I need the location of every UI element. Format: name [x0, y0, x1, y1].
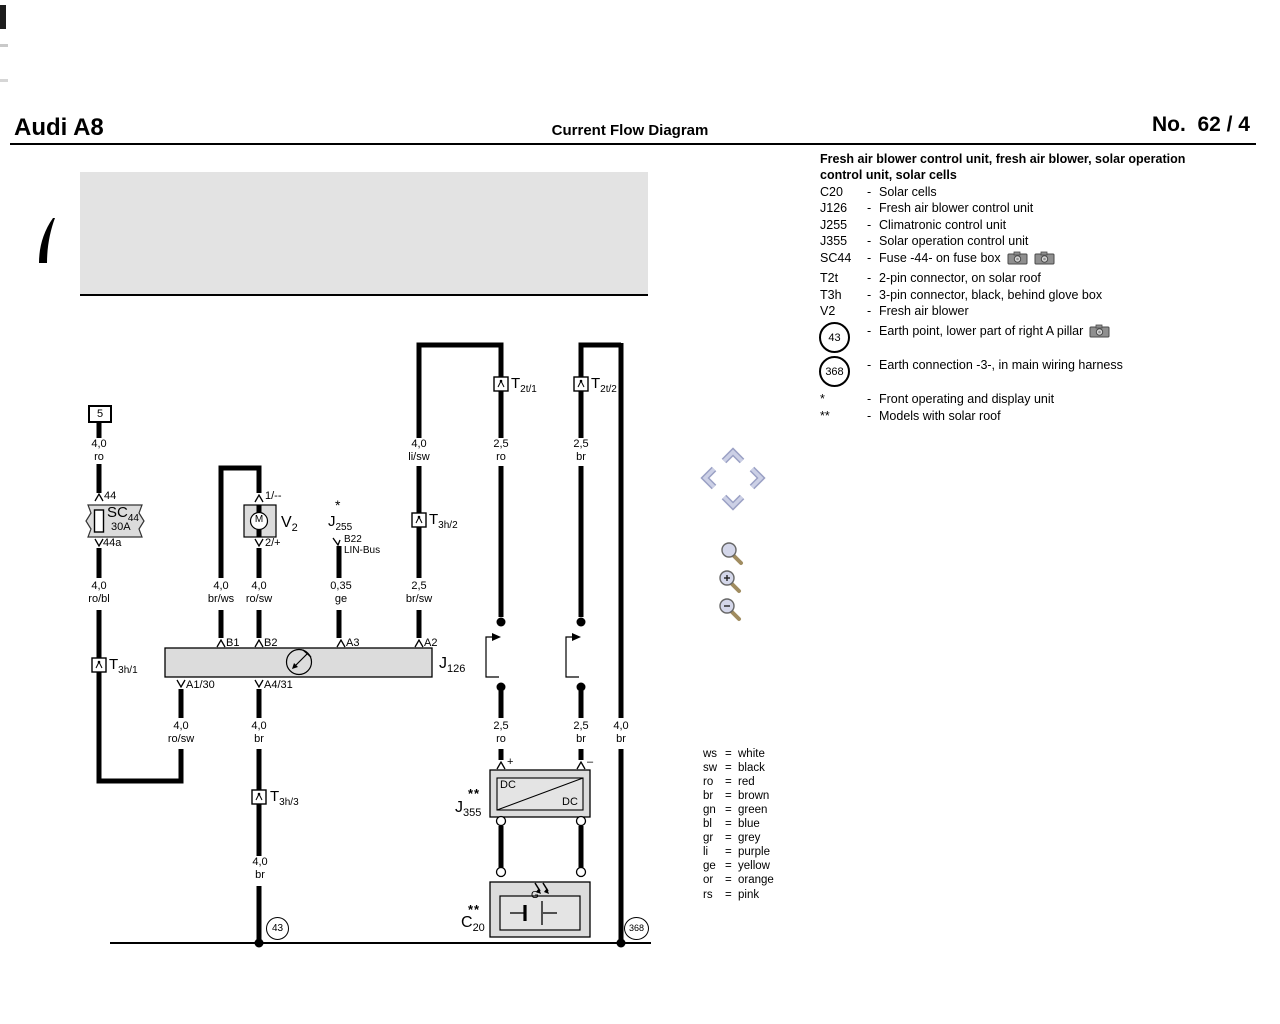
wire-label: 0,35 ge: [330, 580, 352, 605]
pan-right-button[interactable]: [752, 469, 761, 487]
legend-row-star: * - Front operating and display unit: [820, 392, 1055, 406]
legend-title-line1: Fresh air blower control unit, fresh air blower, solar operation: [820, 152, 1186, 166]
pin-a4-31: A4/31: [264, 679, 293, 691]
pin-44: 44: [104, 490, 117, 502]
pin-plus: +: [507, 756, 514, 768]
legend-row-t2t: T2t - 2-pin connector, on solar roof: [820, 271, 1041, 285]
label-sc44: $SC_{44}$: [107, 504, 139, 524]
label-dc-top: DC: [500, 779, 516, 791]
j126-control-unit-symbol: [165, 648, 432, 677]
color-key-row: gn = green: [703, 804, 768, 816]
zoom-controls: [720, 543, 741, 619]
camera-icon[interactable]: [1007, 251, 1028, 265]
label-t2t2: $T_{2t/2}$: [591, 375, 617, 395]
camera-icon[interactable]: [1034, 251, 1055, 265]
legend-row-t3h: T3h - 3-pin connector, black, behind glove box: [820, 288, 1103, 302]
legend-earth-43-circle: 43: [819, 322, 850, 353]
pin-44a: 44a: [103, 537, 122, 549]
label-lin-bus: LIN-Bus: [344, 545, 381, 556]
label-j355: $J_{355}$: [455, 799, 482, 820]
label-sc44-amps: 30A: [111, 521, 131, 533]
color-key-row: sw = black: [703, 762, 765, 774]
wire-label: 4,0 li/sw: [408, 438, 430, 463]
legend-earth-368-circle: 368: [819, 356, 850, 387]
earth-point-368: 368: [624, 917, 649, 940]
color-key-row: rs = pink: [703, 889, 760, 901]
pan-up-button[interactable]: [724, 452, 742, 461]
wire-label: 4,0 ro/sw: [167, 720, 195, 745]
pin-b22: B22: [344, 534, 362, 545]
magnifier-icon[interactable]: [722, 543, 741, 563]
legend-row-j355: J355 - Solar operation control unit: [820, 234, 1029, 248]
color-key-row: ge = yellow: [703, 860, 770, 872]
color-key-row: bl = blue: [703, 818, 760, 830]
label-j255: $J_{255}$: [328, 513, 353, 533]
label-j355-stars: **: [468, 786, 481, 801]
camera-icon[interactable]: [1089, 324, 1110, 338]
wire-label: 2,5 br/sw: [405, 580, 433, 605]
color-key-row: or = orange: [703, 874, 774, 886]
wire-label: 4,0 br: [251, 720, 267, 745]
label-v2: $V_2$: [281, 514, 298, 535]
pin-a2: A2: [424, 637, 438, 649]
magnifier-minus-icon[interactable]: [720, 599, 739, 619]
c20-solar-cells-symbol: [490, 868, 590, 938]
legend-title-line2: control unit, solar cells: [820, 168, 957, 182]
pin-v2-bottom: 2/+: [265, 537, 281, 549]
pin-minus: –: [587, 756, 594, 768]
pan-controls: [705, 452, 761, 506]
label-c20-stars: **: [468, 902, 481, 917]
wire-label: 4,0 ro/bl: [88, 580, 110, 605]
label-j255-star: *: [335, 497, 341, 513]
label-generator-g: G: [531, 890, 539, 901]
label-j126: $J_{126}$: [439, 655, 466, 676]
motor-m: M: [254, 514, 264, 525]
brand-title: Audi A8: [14, 114, 104, 141]
legend-row-j126: J126 - Fresh air blower control unit: [820, 201, 1034, 215]
terminal-5: 5: [88, 405, 112, 423]
color-key-row: gr = grey: [703, 832, 761, 844]
legend-row-sc44: SC44 - Fuse -44- on fuse box: [820, 251, 1275, 265]
pin-v2-top: 1/--: [265, 490, 282, 502]
wire-label: 2,5 br: [573, 438, 589, 463]
legend-row-v2: V2 - Fresh air blower: [820, 304, 969, 318]
label-t3h3: $T_{3h/3}$: [270, 788, 299, 808]
magnifier-plus-icon[interactable]: [720, 571, 739, 591]
label-t3h2: $T_{3h/2}$: [429, 511, 458, 531]
label-c20: $C_{20}$: [461, 914, 485, 935]
track-continuation-symbols: [486, 618, 586, 692]
pin-a3: A3: [346, 637, 360, 649]
pin-b1: B1: [226, 637, 240, 649]
color-key-row: br = brown: [703, 790, 770, 802]
pan-left-button[interactable]: [705, 469, 714, 487]
page-title: Current Flow Diagram: [551, 122, 709, 139]
wiring: [99, 343, 621, 941]
wire-label: 4,0 br: [252, 856, 268, 881]
earth-point-43: 43: [266, 917, 289, 940]
label-t3h1: $T_{3h/1}$: [109, 656, 138, 676]
legend-row-j255: J255 - Climatronic control unit: [820, 218, 1007, 232]
wire-label: 2,5 ro: [493, 438, 509, 463]
label-t2t1: $T_{2t/1}$: [511, 375, 537, 395]
color-key-row: li = purple: [703, 846, 770, 858]
wire-label: 4,0 br/ws: [207, 580, 235, 605]
wire-label: 2,5 ro: [493, 720, 509, 745]
wire-label: 4,0 ro: [91, 438, 107, 463]
color-key-row: ws = white: [703, 748, 765, 760]
wire-label: 4,0 ro/sw: [245, 580, 273, 605]
diagram-number: No. 62 / 4: [1151, 113, 1250, 136]
wire-label: 2,5 br: [573, 720, 589, 745]
pin-a1-30: A1/30: [186, 679, 215, 691]
earth-rail: [110, 939, 651, 948]
color-key-row: ro = red: [703, 776, 755, 788]
legend-row-earth-43: - Earth point, lower part of right A pillar: [867, 324, 1275, 338]
pan-down-button[interactable]: [724, 497, 742, 506]
legend-row-double-star: ** - Models with solar roof: [820, 409, 1001, 423]
page-back-wedge-icon[interactable]: [39, 218, 55, 263]
label-dc-bottom: DC: [562, 796, 578, 808]
wire-label: 4,0 br: [613, 720, 629, 745]
pin-b2: B2: [264, 637, 278, 649]
legend-row-c20: C20 - Solar cells: [820, 185, 937, 199]
legend-row-earth-368: - Earth connection -3-, in main wiring harness: [867, 358, 1123, 372]
